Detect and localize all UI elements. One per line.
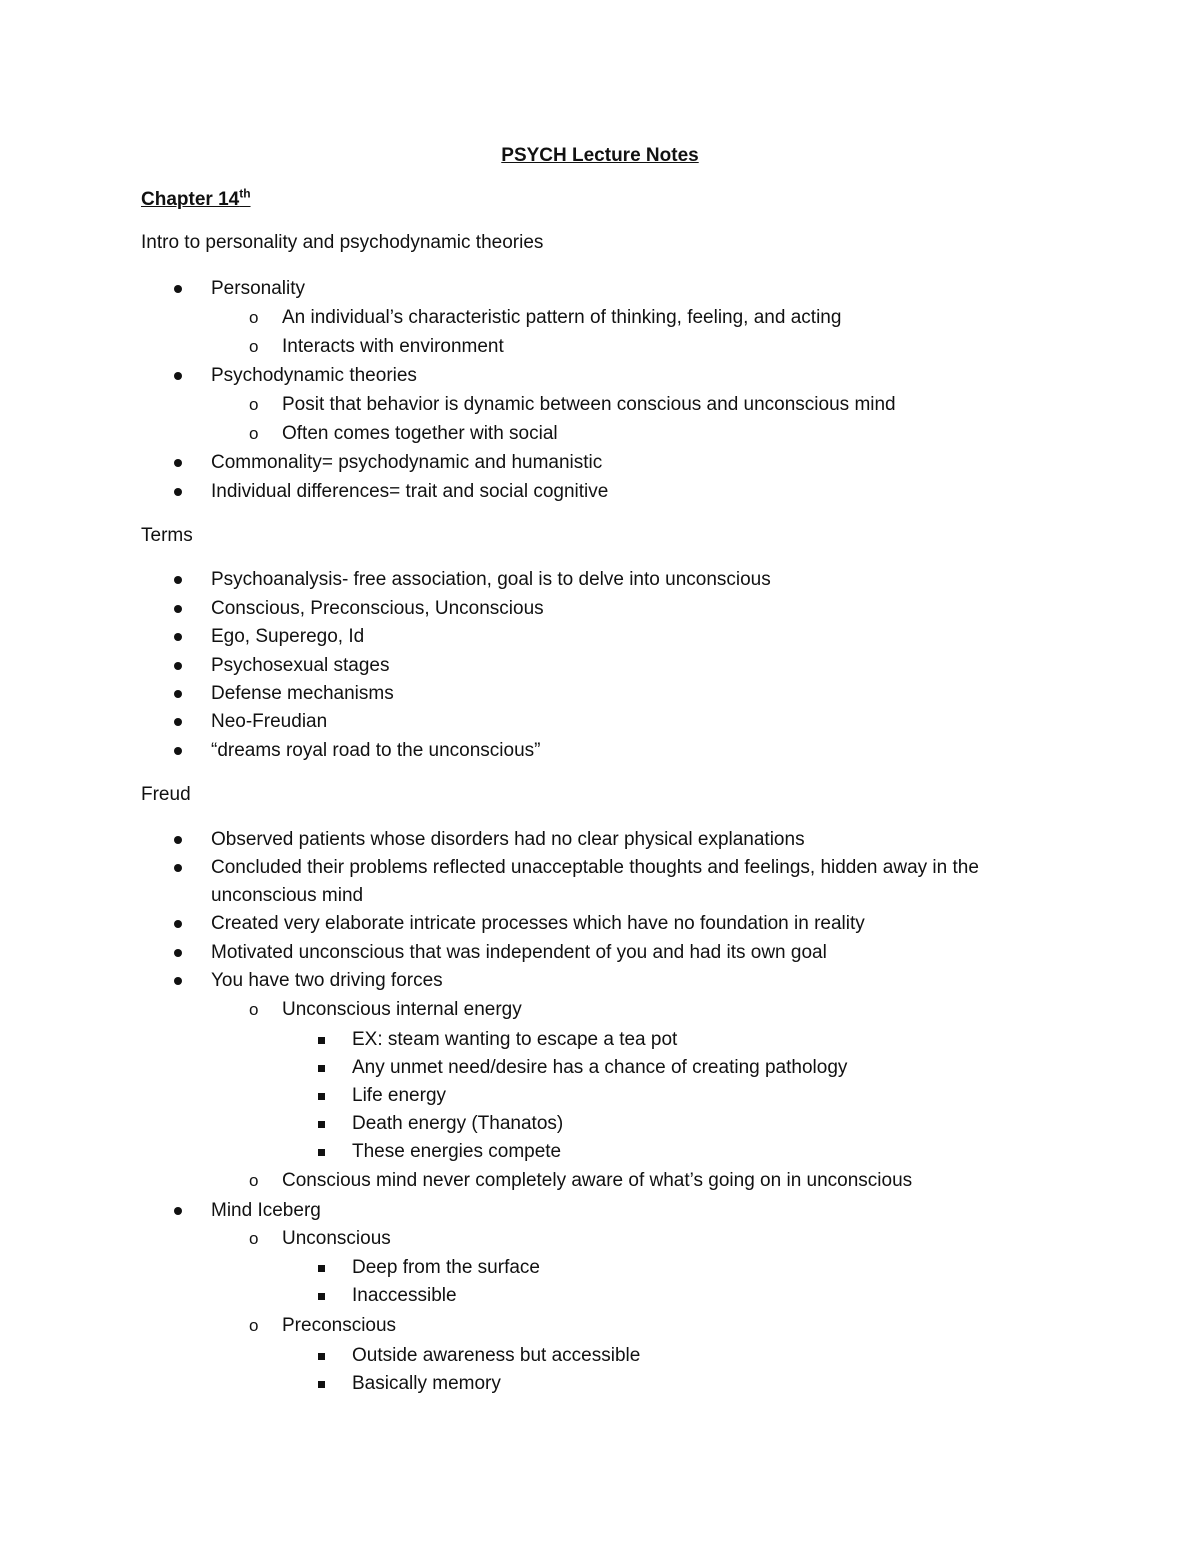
bullet-icon xyxy=(174,920,182,928)
list-item: Any unmet need/desire has a chance of creating pathology xyxy=(352,1054,847,1082)
bullet-icon xyxy=(174,747,182,755)
bullet-icon xyxy=(174,718,182,726)
section-heading-terms: Terms xyxy=(141,525,193,546)
list-item: Basically memory xyxy=(352,1370,501,1398)
bullet-icon xyxy=(174,864,182,872)
list-item: Psychosexual stages xyxy=(211,652,390,680)
list-item: o Interacts with environment xyxy=(282,333,504,361)
chapter-label: Chapter 14 xyxy=(141,189,240,210)
list-item: o An individual’s characteristic pattern of thinking, feeling, and acting xyxy=(282,304,841,332)
list-item: Life energy xyxy=(352,1082,446,1110)
square-bullet-icon xyxy=(318,1065,325,1072)
list-item: Neo-Freudian xyxy=(211,708,327,736)
circle-bullet-icon: o xyxy=(249,424,259,443)
chapter-superscript: th xyxy=(239,186,251,201)
square-bullet-icon xyxy=(318,1121,325,1128)
document-title: PSYCH Lecture Notes xyxy=(501,145,699,166)
bullet-icon xyxy=(174,977,182,985)
list-item: Motivated unconscious that was independent of you and had its own goal xyxy=(211,939,827,967)
list-item: “dreams royal road to the unconscious” xyxy=(211,737,541,765)
list-item: Created very elaborate intricate processes which have no foundation in reality xyxy=(211,910,865,938)
bullet-icon xyxy=(174,576,182,584)
list-item: o Posit that behavior is dynamic between conscious and unconscious mind xyxy=(282,391,896,419)
square-bullet-icon xyxy=(318,1093,325,1100)
list-item: These energies compete xyxy=(352,1138,561,1166)
list-item: Psychodynamic theories xyxy=(211,362,417,390)
circle-bullet-icon: o xyxy=(249,1316,259,1335)
list-item: Ego, Superego, Id xyxy=(211,623,364,651)
circle-bullet-icon: o xyxy=(249,337,259,356)
list-item: Deep from the surface xyxy=(352,1254,540,1282)
bullet-icon xyxy=(174,605,182,613)
list-item: You have two driving forces xyxy=(211,967,443,995)
circle-bullet-icon: o xyxy=(249,395,259,414)
list-item-continuation: unconscious mind xyxy=(211,885,364,906)
bullet-icon xyxy=(174,633,182,641)
list-item: Psychoanalysis- free association, goal is to delve into unconscious xyxy=(211,566,771,594)
list-item: EX: steam wanting to escape a tea pot xyxy=(352,1026,677,1054)
bullet-icon xyxy=(174,459,182,467)
bullet-icon xyxy=(174,285,182,293)
square-bullet-icon xyxy=(318,1037,325,1044)
square-bullet-icon xyxy=(318,1353,325,1360)
bullet-icon xyxy=(174,949,182,957)
list-item: Conscious, Preconscious, Unconscious xyxy=(211,595,544,623)
list-item: o Conscious mind never completely aware of what’s going on in unconscious xyxy=(282,1167,912,1195)
list-item: o Unconscious xyxy=(282,1225,391,1253)
bullet-icon xyxy=(174,662,182,670)
circle-bullet-icon: o xyxy=(249,1171,259,1190)
square-bullet-icon xyxy=(318,1293,325,1300)
list-item: Mind Iceberg xyxy=(211,1197,321,1225)
list-item: Personality xyxy=(211,275,305,303)
bullet-icon xyxy=(174,836,182,844)
list-item: o Preconscious xyxy=(282,1312,396,1340)
square-bullet-icon xyxy=(318,1265,325,1272)
list-item: Concluded their problems reflected unacceptable thoughts and feelings, hidden away in the xyxy=(211,854,979,882)
bullet-icon xyxy=(174,372,182,380)
list-item: o Unconscious internal energy xyxy=(282,996,522,1024)
list-item: o Often comes together with social xyxy=(282,420,558,448)
circle-bullet-icon: o xyxy=(249,308,259,327)
list-item: Outside awareness but accessible xyxy=(352,1342,640,1370)
chapter-heading xyxy=(141,188,251,212)
list-item: Inaccessible xyxy=(352,1282,457,1310)
list-item: Death energy (Thanatos) xyxy=(352,1110,563,1138)
list-item: Commonality= psychodynamic and humanistic xyxy=(211,449,602,477)
circle-bullet-icon: o xyxy=(249,1000,259,1019)
square-bullet-icon xyxy=(318,1149,325,1156)
bullet-icon xyxy=(174,690,182,698)
bullet-icon xyxy=(174,488,182,496)
section-heading-intro: Intro to personality and psychodynamic theories xyxy=(141,232,544,253)
section-heading-freud: Freud xyxy=(141,784,191,805)
square-bullet-icon xyxy=(318,1381,325,1388)
list-item: Observed patients whose disorders had no clear physical explanations xyxy=(211,826,805,854)
list-item: Defense mechanisms xyxy=(211,680,394,708)
circle-bullet-icon: o xyxy=(249,1229,259,1248)
bullet-icon xyxy=(174,1207,182,1215)
list-item: Individual differences= trait and social cognitive xyxy=(211,478,608,506)
